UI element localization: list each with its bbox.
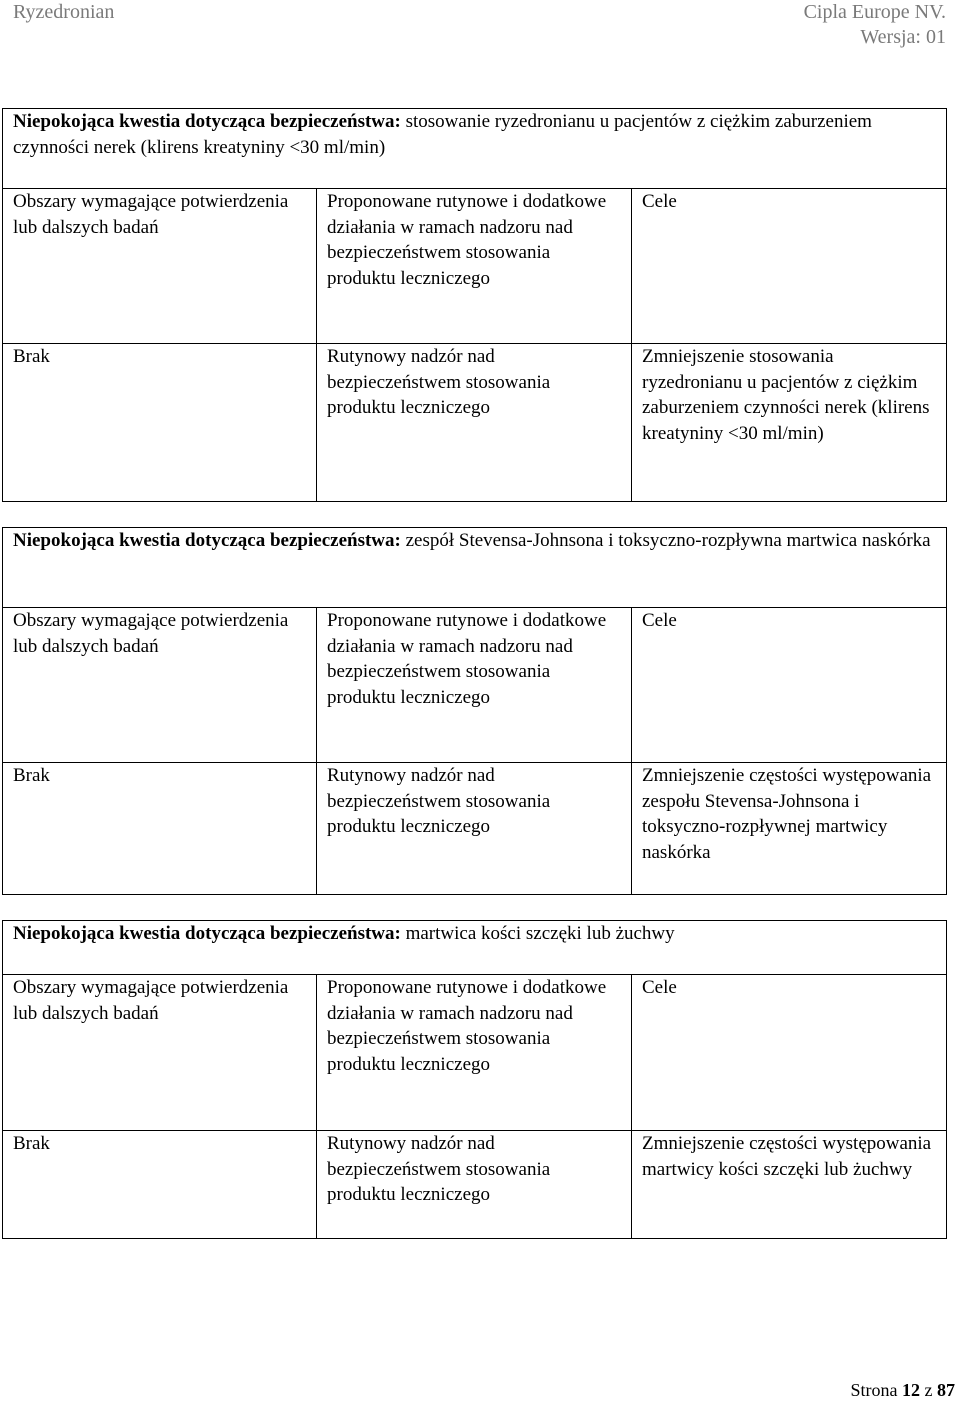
page-word: Strona [850,1380,898,1400]
column-header-goals: Cele [632,608,947,763]
cell-goals-value: Zmniejszenie częstości występowania martwicy kości szczęki lub żuchwy [632,1131,947,1239]
safety-concern-text: zespół Stevensa-Johnsona i toksyczno-rozpływna martwica naskórka [400,530,931,551]
cell-areas-value: Brak [3,1131,317,1239]
page-current: 12 [902,1380,920,1400]
cell-actions-value: Rutynowy nadzór nad bezpieczeństwem stosowania produktu leczniczego [317,763,632,895]
page-of: z [924,1380,933,1400]
safety-concern-text: martwica kości szczęki lub żuchwy [400,923,675,944]
safety-concern-heading [3,528,947,608]
safety-concern-table-1 [2,108,947,502]
header-company: Cipla Europe NV. [803,1,946,23]
page-number [851,1380,956,1400]
safety-concern-table-3 [2,920,947,1239]
cell-areas-value: Brak [3,344,317,502]
safety-concern-table-2 [2,527,947,895]
column-header-actions: Proponowane rutynowe i dodatkowe działania w ramach nadzoru nad bezpieczeństwem stosowania produktu leczniczego [317,189,632,344]
safety-concern-heading [3,921,947,975]
safety-concern-label: Niepokojąca kwestia dotycząca bezpieczeństwa: [13,923,401,944]
safety-concern-label: Niepokojąca kwestia dotycząca bezpieczeństwa: [13,111,401,132]
cell-areas-value: Brak [3,763,317,895]
cell-goals-value: Zmniejszenie częstości występowania zespołu Stevensa-Johnsona i toksyczno-rozpływnej martwicy naskórka [632,763,947,895]
cell-actions-value: Rutynowy nadzór nad bezpieczeństwem stosowania produktu leczniczego [317,344,632,502]
column-header-areas: Obszary wymagające potwierdzenia lub dalszych badań [3,975,317,1131]
header-company-version [804,0,946,50]
safety-concern-heading [3,109,947,189]
safety-concern-label: Niepokojąca kwestia dotycząca bezpieczeństwa: [13,530,401,551]
column-header-goals: Cele [632,975,947,1131]
column-header-actions: Proponowane rutynowe i dodatkowe działania w ramach nadzoru nad bezpieczeństwem stosowania produktu leczniczego [317,975,632,1131]
page-total: 87 [937,1380,955,1400]
safety-concern-text: stosowanie ryzedronianu u pacjentów z ciężkim zaburzeniem czynności nerek (klirens kreatyniny <30 ml/min) [13,111,872,158]
cell-goals-value: Zmniejszenie stosowania ryzedronianu u pacjentów z ciężkim zaburzeniem czynności nerek (klirens kreatyniny <30 ml/min) [632,344,947,502]
column-header-actions: Proponowane rutynowe i dodatkowe działania w ramach nadzoru nad bezpieczeństwem stosowania produktu leczniczego [317,608,632,763]
cell-actions-value: Rutynowy nadzór nad bezpieczeństwem stosowania produktu leczniczego [317,1131,632,1239]
header-product-name: Ryzedronian [13,1,115,23]
column-header-goals: Cele [632,189,947,344]
column-header-areas: Obszary wymagające potwierdzenia lub dalszych badań [3,608,317,763]
column-header-areas: Obszary wymagające potwierdzenia lub dalszych badań [3,189,317,344]
header-version: Wersja: 01 [860,26,946,48]
